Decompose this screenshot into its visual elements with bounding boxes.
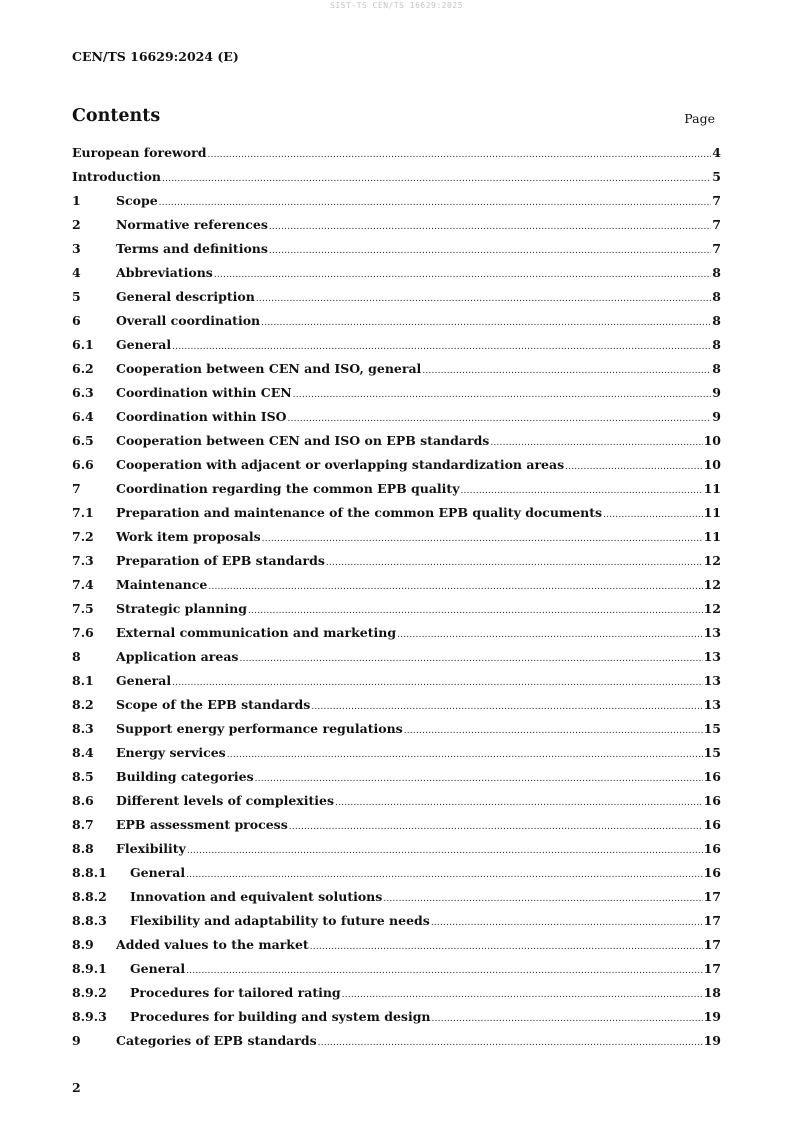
toc-entry-number: 8.9.1 <box>72 961 107 976</box>
dot-leader <box>261 311 711 335</box>
dot-leader <box>208 575 702 599</box>
page-column-label: Page <box>684 111 715 126</box>
toc-entry-title[interactable]: Abbreviations <box>116 265 213 280</box>
toc-entry-number: 8.8.1 <box>72 865 107 880</box>
toc-entry-title[interactable]: General <box>130 961 186 976</box>
toc-entry-page[interactable]: 17 <box>703 937 721 952</box>
toc-entry-page[interactable]: 12 <box>703 601 721 616</box>
toc-entry-page[interactable]: 11 <box>703 529 721 544</box>
toc-entry-number: 1 <box>72 193 81 208</box>
toc-entry-number: 6.3 <box>72 385 94 400</box>
toc-entry-number: 2 <box>72 217 81 232</box>
dot-leader <box>207 143 711 167</box>
toc-entry-title[interactable]: Scope <box>116 193 158 208</box>
toc-entry-page[interactable]: 9 <box>712 409 721 424</box>
toc-entry[interactable] <box>72 789 721 813</box>
toc-entry-page[interactable]: 13 <box>703 697 721 712</box>
toc-entry-title[interactable]: EPB assessment process <box>116 817 288 832</box>
dot-leader <box>248 599 703 623</box>
dot-leader <box>335 791 703 815</box>
toc-entry-number: 8.7 <box>72 817 94 832</box>
dot-leader <box>310 935 703 959</box>
toc-entry-page[interactable]: 13 <box>703 673 721 688</box>
toc-entry-title[interactable]: General <box>116 673 172 688</box>
dot-leader <box>422 359 711 383</box>
toc-entry-title[interactable]: Different levels of complexities <box>116 793 335 808</box>
toc-entry-title[interactable]: Building categories <box>116 769 254 784</box>
toc-entry-number: 8.9.3 <box>72 1009 107 1024</box>
toc-entry-number: 8.5 <box>72 769 94 784</box>
toc-entry[interactable] <box>72 981 721 1005</box>
toc-entry-page[interactable]: 16 <box>703 769 721 784</box>
toc-entry[interactable] <box>72 765 721 789</box>
toc-entry-page[interactable]: 16 <box>703 817 721 832</box>
toc-entry-title[interactable]: Energy services <box>116 745 226 760</box>
toc-entry-number: 3 <box>72 241 81 256</box>
dot-leader <box>256 287 711 311</box>
toc-entry[interactable] <box>72 261 721 285</box>
toc-entry[interactable] <box>72 405 721 429</box>
dot-leader <box>255 767 703 791</box>
dot-leader <box>326 551 703 575</box>
toc-entry-number: 7 <box>72 481 81 496</box>
toc-entry-number: 6.5 <box>72 433 94 448</box>
toc-entry-number: 8.8.2 <box>72 889 107 904</box>
toc-entry-title[interactable]: Work item proposals <box>116 529 261 544</box>
toc-entry-page[interactable]: 13 <box>703 649 721 664</box>
toc-entry-title[interactable]: Terms and definitions <box>116 241 268 256</box>
toc-entry[interactable] <box>72 381 721 405</box>
toc-entry-title[interactable]: Procedures for building and system design <box>130 1009 431 1024</box>
dot-leader <box>293 383 712 407</box>
toc-entry[interactable] <box>72 669 721 693</box>
toc-entry[interactable] <box>72 429 721 453</box>
dot-leader <box>603 503 703 527</box>
toc-entry-number: 9 <box>72 1033 81 1048</box>
toc-entry[interactable] <box>72 717 721 741</box>
dot-leader <box>187 839 703 863</box>
toc-entry-number: 7.6 <box>72 625 94 640</box>
dot-leader <box>172 335 711 359</box>
dot-leader <box>239 647 702 671</box>
toc-entry-number: 7.3 <box>72 553 94 568</box>
toc-entry-title[interactable]: Coordination regarding the common EPB quality <box>116 481 460 496</box>
toc-entry-title[interactable]: Support energy performance regulations <box>116 721 403 736</box>
toc-entry-number: 6 <box>72 313 81 328</box>
toc-entry[interactable] <box>72 501 721 525</box>
dot-leader <box>227 743 703 767</box>
document-id: CEN/TS 16629:2024 (E) <box>72 49 239 64</box>
toc-entry-number: 6.6 <box>72 457 94 472</box>
toc-entry-number: 8.8.3 <box>72 913 107 928</box>
toc-entry-number: 8.4 <box>72 745 94 760</box>
toc-entry-number: 8.6 <box>72 793 94 808</box>
toc-entry-title[interactable]: European foreword <box>72 145 207 160</box>
toc-entry-title[interactable]: Cooperation between CEN and ISO on EPB standards <box>116 433 490 448</box>
toc-entry-number: 7.2 <box>72 529 94 544</box>
toc-entry-page[interactable]: 8 <box>712 265 721 280</box>
dot-leader <box>431 911 703 935</box>
toc-entry-number: 6.4 <box>72 409 94 424</box>
toc-entry-title[interactable]: Preparation and maintenance of the common EPB quality documents <box>116 505 603 520</box>
toc-entry[interactable] <box>72 933 721 957</box>
toc-entry-page[interactable]: 15 <box>703 721 721 736</box>
toc-entry-number: 6.1 <box>72 337 94 352</box>
dot-leader <box>383 887 702 911</box>
toc-entry[interactable] <box>72 237 721 261</box>
toc-entry-page[interactable]: 7 <box>712 193 721 208</box>
toc-entry-page[interactable]: 8 <box>712 289 721 304</box>
toc-entry-page[interactable]: 15 <box>703 745 721 760</box>
toc-entry[interactable] <box>72 573 721 597</box>
dot-leader <box>214 263 711 287</box>
toc-entry[interactable] <box>72 693 721 717</box>
toc-entry-number: 4 <box>72 265 81 280</box>
dot-leader <box>289 815 703 839</box>
toc-entry-number: 7.4 <box>72 577 94 592</box>
dot-leader <box>460 479 702 503</box>
toc-entry[interactable] <box>72 909 721 933</box>
toc-entry-page[interactable]: 5 <box>712 169 721 184</box>
dot-leader <box>311 695 702 719</box>
dot-leader <box>342 983 703 1007</box>
toc-entry-title[interactable]: Coordination within ISO <box>116 409 287 424</box>
toc-entry-title[interactable]: External communication and marketing <box>116 625 397 640</box>
toc-entry[interactable] <box>72 597 721 621</box>
toc-entry[interactable] <box>72 525 721 549</box>
toc-entry-number: 8.1 <box>72 673 94 688</box>
toc-entry-title[interactable]: Added values to the market <box>116 937 309 952</box>
toc-entry-page[interactable]: 18 <box>703 985 721 1000</box>
toc-entry[interactable] <box>72 549 721 573</box>
dot-leader <box>432 1007 703 1031</box>
toc-entry-page[interactable]: 10 <box>703 433 721 448</box>
dot-leader <box>269 215 711 239</box>
toc-entry-title[interactable]: Strategic planning <box>116 601 248 616</box>
toc-entry-page[interactable]: 7 <box>712 217 721 232</box>
footer-page-number: 2 <box>72 1080 81 1095</box>
toc-entry[interactable] <box>72 837 721 861</box>
toc-entry[interactable] <box>72 285 721 309</box>
toc-entry-page[interactable]: 8 <box>712 337 721 352</box>
dot-leader <box>490 431 702 455</box>
toc-entry-number: 8.9 <box>72 937 94 952</box>
toc-entry[interactable] <box>72 189 721 213</box>
toc-entry-page[interactable]: 17 <box>703 889 721 904</box>
toc-entry-page[interactable]: 16 <box>703 841 721 856</box>
toc-entry-title[interactable]: Overall coordination <box>116 313 261 328</box>
dot-leader <box>262 527 703 551</box>
toc-entry[interactable] <box>72 333 721 357</box>
toc-entry[interactable] <box>72 741 721 765</box>
toc-entry[interactable] <box>72 861 721 885</box>
toc-entry-title[interactable]: Introduction <box>72 169 162 184</box>
toc-entry-number: 8.3 <box>72 721 94 736</box>
toc-entry-page[interactable]: 12 <box>703 577 721 592</box>
toc-entry-number: 8 <box>72 649 81 664</box>
toc-entry-number: 7.5 <box>72 601 94 616</box>
toc-entry-page[interactable]: 7 <box>712 241 721 256</box>
toc-entry-title[interactable]: Normative references <box>116 217 268 232</box>
toc-entry-page[interactable]: 10 <box>703 457 721 472</box>
toc-entry[interactable] <box>72 213 721 237</box>
dot-leader <box>288 407 712 431</box>
toc-entry-title[interactable]: Preparation of EPB standards <box>116 553 325 568</box>
toc-entry-page[interactable]: 11 <box>703 481 721 496</box>
toc-entry-page[interactable]: 12 <box>703 553 721 568</box>
toc-entry[interactable] <box>72 885 721 909</box>
toc-entry-title[interactable]: Categories of EPB standards <box>116 1033 317 1048</box>
toc-entry-number: 8.2 <box>72 697 94 712</box>
toc-entry-title[interactable]: Scope of the EPB standards <box>116 697 311 712</box>
toc-entry-title[interactable]: Flexibility <box>116 841 186 856</box>
toc-entry-number: 7.1 <box>72 505 94 520</box>
toc-entry[interactable] <box>72 1029 721 1053</box>
dot-leader <box>269 239 711 263</box>
toc-entry-page[interactable]: 9 <box>712 385 721 400</box>
toc-entry-page[interactable]: 4 <box>712 145 721 160</box>
toc-entry[interactable] <box>72 813 721 837</box>
toc-entry-title[interactable]: General <box>130 865 186 880</box>
toc-entry-title[interactable]: General description <box>116 289 255 304</box>
toc-entry[interactable] <box>72 477 721 501</box>
toc-entry-page[interactable]: 19 <box>703 1033 721 1048</box>
toc-entry-page[interactable]: 17 <box>703 913 721 928</box>
toc-entry[interactable] <box>72 1005 721 1029</box>
toc-entry-number: 8.9.2 <box>72 985 107 1000</box>
toc-entry[interactable] <box>72 453 721 477</box>
toc-entry-number: 5 <box>72 289 81 304</box>
toc-entry-page[interactable]: 16 <box>703 865 721 880</box>
toc-entry-title[interactable]: Procedures for tailored rating <box>130 985 341 1000</box>
toc-entry[interactable] <box>72 957 721 981</box>
toc-entry-title[interactable]: General <box>116 337 172 352</box>
toc-entry-title[interactable]: Coordination within CEN <box>116 385 292 400</box>
toc-entry-page[interactable]: 8 <box>712 361 721 376</box>
toc-entry-page[interactable]: 16 <box>703 793 721 808</box>
toc-entry-title[interactable]: Flexibility and adaptability to future needs <box>130 913 430 928</box>
dot-leader <box>186 863 702 887</box>
dot-leader <box>172 671 702 695</box>
dot-leader <box>565 455 702 479</box>
toc-entry-title[interactable]: Cooperation with adjacent or overlapping standardization areas <box>116 457 565 472</box>
toc-entry-title[interactable]: Cooperation between CEN and ISO, general <box>116 361 422 376</box>
dot-leader <box>159 191 712 215</box>
toc-entry-number: 8.8 <box>72 841 94 856</box>
toc-entry-page[interactable]: 13 <box>703 625 721 640</box>
toc-entry-title[interactable]: Application areas <box>116 649 239 664</box>
watermark: SIST-TS CEN/TS 16629:2025 <box>330 1 463 10</box>
toc-entry[interactable] <box>72 309 721 333</box>
dot-leader <box>162 167 711 191</box>
toc-entry[interactable] <box>72 645 721 669</box>
dot-leader <box>186 959 702 983</box>
dot-leader <box>397 623 703 647</box>
contents-title: Contents <box>72 106 161 126</box>
toc-entry-number: 6.2 <box>72 361 94 376</box>
dot-leader <box>318 1031 703 1055</box>
toc-entry-title[interactable]: Maintenance <box>116 577 208 592</box>
toc-entry[interactable] <box>72 621 721 645</box>
toc-entry[interactable] <box>72 357 721 381</box>
toc-entry[interactable] <box>72 165 721 189</box>
table-of-contents <box>72 141 721 1053</box>
toc-entry-page[interactable]: 11 <box>703 505 721 520</box>
toc-entry-page[interactable]: 17 <box>703 961 721 976</box>
toc-entry-title[interactable]: Innovation and equivalent solutions <box>130 889 383 904</box>
toc-entry[interactable] <box>72 141 721 165</box>
dot-leader <box>404 719 703 743</box>
toc-entry-page[interactable]: 8 <box>712 313 721 328</box>
toc-entry-page[interactable]: 19 <box>703 1009 721 1024</box>
